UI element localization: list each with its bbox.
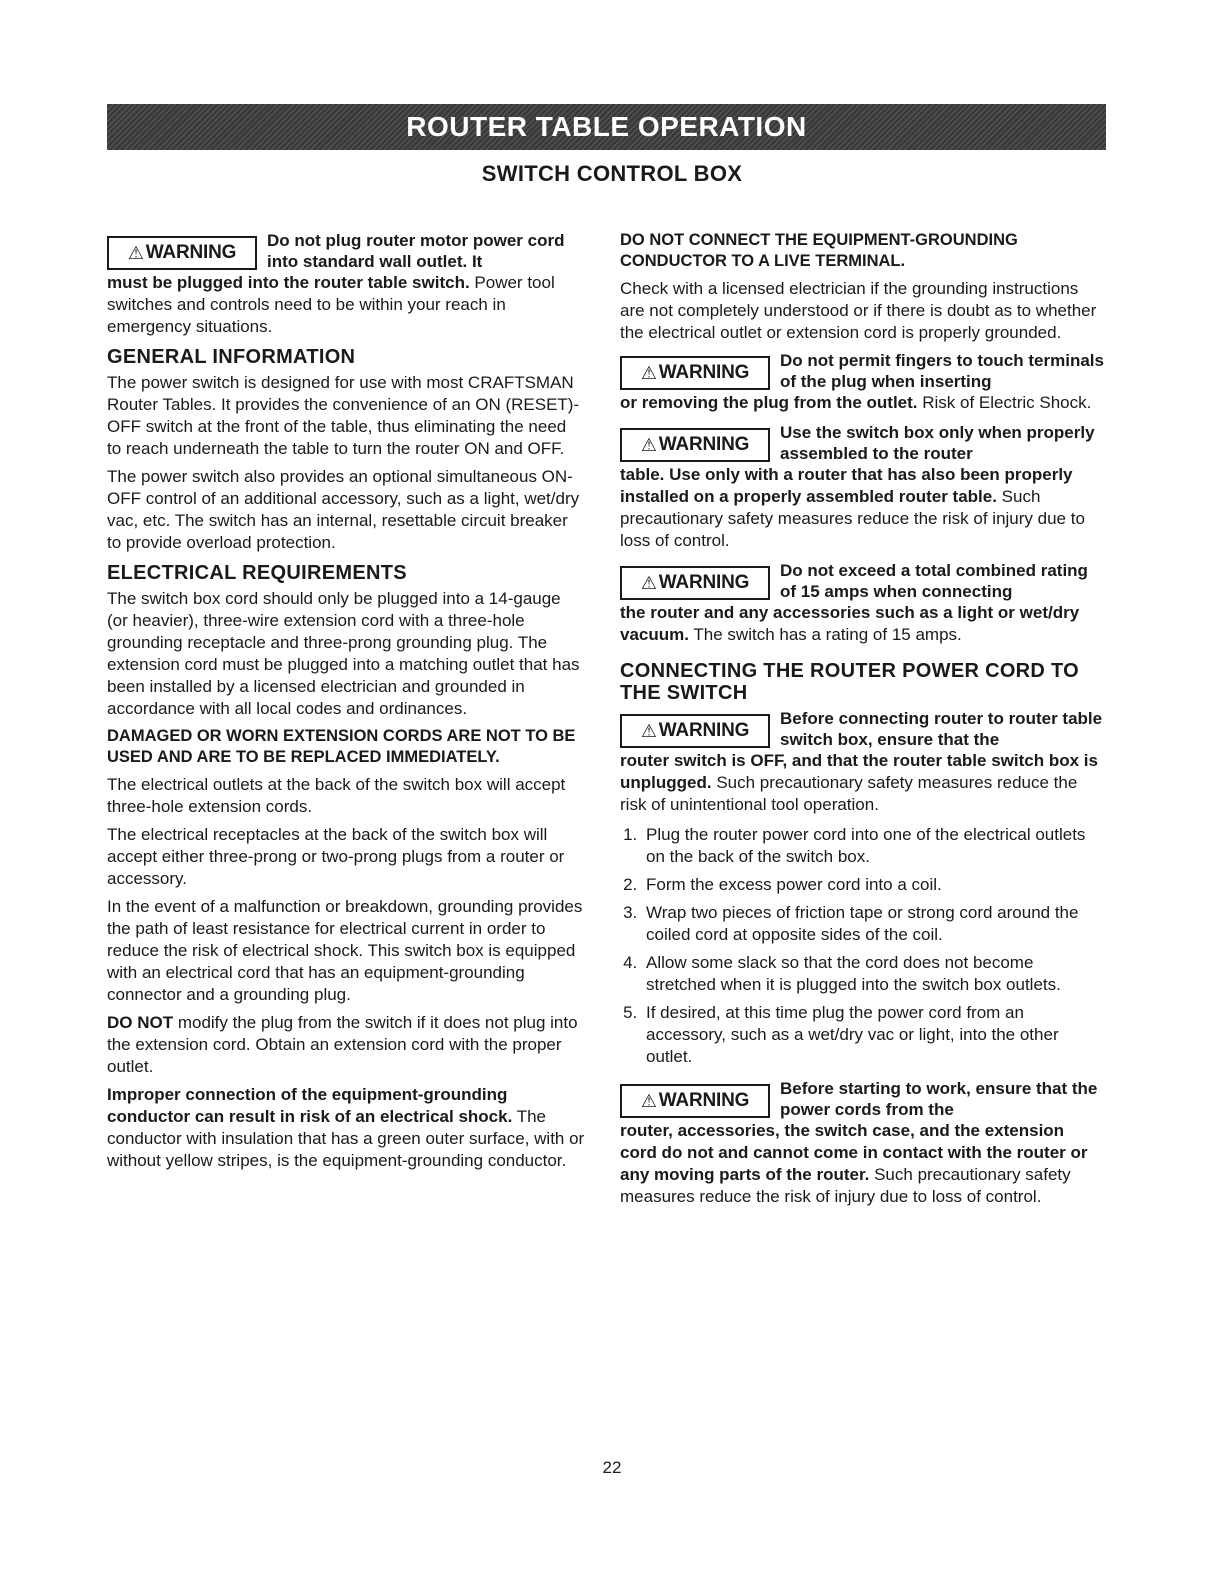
warning-badge — [620, 566, 770, 600]
list-item: 4. Allow some slack so that the cord does not become stretched when it is plugged into the switch box outlets. — [642, 952, 1105, 996]
warning-bold-text: or removing the plug from the outlet. — [620, 393, 918, 412]
warning-badge — [620, 714, 770, 748]
warning-label: WARNING — [658, 1090, 750, 1111]
section-banner — [107, 104, 1106, 150]
do-not-label: DO NOT — [107, 1013, 174, 1032]
right-column — [620, 230, 1105, 1216]
warning-lead: Do not plug router motor power cord into standard wall outlet. It — [267, 231, 565, 271]
grounding-paragraph: Check with a licensed electrician if the grounding instructions are not completely understood or if there is doubt as to whether the electrical outlet or extension cord is properly grounded. — [620, 279, 1097, 342]
do-not-text: modify the plug from the switch if it does not plug into the extension cord. Obtain an extension cord with the proper outlet. — [107, 1013, 578, 1076]
warning-bold-text: router, accessories, the switch case, and the extension cord do not and cannot come in contact with the router or any moving parts of the router. — [620, 1121, 1088, 1184]
warning-block — [620, 350, 1105, 414]
warning-lead: Before connecting router to router table switch box, ensure that the — [780, 709, 1103, 749]
warning-triangle-icon: ⚠ — [640, 721, 657, 741]
warning-triangle-icon: ⚠ — [640, 363, 657, 383]
page-number: 22 — [602, 1458, 622, 1477]
outlets-paragraph: The electrical outlets at the back of the switch box will accept three-hole extension cords. — [107, 775, 566, 816]
warning-lead: Do not exceed a total combined rating of 15 amps when connecting — [780, 561, 1088, 601]
general-paragraph: The power switch is designed for use with most CRAFTSMAN Router Tables. It provides the convenience of an ON (RESET)-OFF switch at the front of the table, thus eliminating the need to reach underneath the table to turn the router ON and OFF. — [107, 373, 580, 458]
warning-label: WARNING — [658, 720, 750, 741]
list-item: 1. Plug the router power cord into one of the electrical outlets on the back of the switch box. — [642, 824, 1105, 868]
warning-block — [620, 422, 1105, 552]
warning-block — [620, 708, 1105, 816]
warning-triangle-icon: ⚠ — [127, 243, 144, 263]
warning-badge — [620, 428, 770, 462]
grounding-heading: DO NOT CONNECT THE EQUIPMENT-GROUNDING CONDUCTOR TO A LIVE TERMINAL. — [620, 231, 1018, 270]
improper-connection-paragraph — [107, 1084, 585, 1172]
list-item: 3. Wrap two pieces of friction tape or strong cord around the coiled cord at opposite sides of the coil. — [642, 902, 1105, 946]
general-paragraph: The power switch also provides an optional simultaneous ON-OFF control of an additional accessory, such as a light, wet/dry vac, etc. The switch has an internal, resettable circuit breaker to provide overload protection. — [107, 467, 580, 552]
page-subtitle: SWITCH CONTROL BOX — [481, 161, 743, 186]
warning-badge — [620, 1084, 770, 1118]
warning-bold-text: the router and any accessories such as a light or wet/dry vacuum. — [620, 603, 1080, 644]
banner-title: ROUTER TABLE OPERATION — [406, 111, 807, 142]
warning-body-text: Power tool switches and controls need to be within your reach in emergency situations. — [107, 273, 555, 336]
warning-triangle-icon: ⚠ — [640, 573, 657, 593]
warning-badge — [620, 356, 770, 390]
general-information-heading: GENERAL INFORMATION — [107, 346, 356, 368]
warning-badge — [107, 236, 257, 270]
warning-label: WARNING — [658, 572, 750, 593]
electrical-requirements-heading: ELECTRICAL REQUIREMENTS — [107, 562, 407, 584]
list-item: 2. Form the excess power cord into a coil. — [642, 874, 1105, 896]
left-column — [107, 230, 585, 1178]
malfunction-paragraph: In the event of a malfunction or breakdown, grounding provides the path of least resistance for electrical current in order to reduce the risk of electrical shock. This switch box is equipped with an electrical cord that has an equipment-grounding connector and a grounding plug. — [107, 897, 583, 1004]
warning-body-text: The switch has a rating of 15 amps. — [688, 625, 962, 644]
warning-body-text: Such precautionary safety measures reduce the risk of injury due to loss of control. — [620, 487, 1085, 550]
warning-lead: Use the switch box only when properly assembled to the router — [780, 423, 1095, 463]
warning-block — [620, 1078, 1105, 1208]
warning-lead: Before starting to work, ensure that the power cords from the — [780, 1079, 1098, 1119]
do-not-modify-paragraph — [107, 1012, 585, 1078]
warning-lead: Do not permit fingers to touch terminals of the plug when inserting — [780, 351, 1104, 391]
improper-text: The conductor with insulation that has a green outer surface, with or without yellow stripes, is the equipment-grounding conductor. — [107, 1107, 585, 1170]
list-item: 5. If desired, at this time plug the power cord from an accessory, such as a wet/dry vac or light, into the other outlet. — [642, 1002, 1105, 1068]
receptacles-paragraph: The electrical receptacles at the back of the switch box will accept either three-prong or two-prong plugs from a router or accessory. — [107, 825, 565, 888]
warning-label: WARNING — [658, 434, 750, 455]
electrical-paragraph: The switch box cord should only be plugged into a 14-gauge (or heavier), three-wire extension cord with a three-hole grounding receptacle and three-prong grounding plug. The extension cord must be plugged into a matching outlet that has been installed by a licensed electrician and grounded in accordance with all local codes and ordinances. — [107, 589, 580, 718]
steps-list — [620, 824, 1105, 1068]
warning-block — [107, 230, 585, 338]
warning-body-text: Such precautionary safety measures reduce the risk of unintentional tool operation. — [620, 773, 1078, 814]
warning-triangle-icon: ⚠ — [640, 435, 657, 455]
warning-bold-text: router switch is OFF, and that the router table switch box is unplugged. — [620, 751, 1098, 792]
improper-bold-text: Improper connection of the equipment-grounding conductor can result in risk of an electrical shock. — [107, 1085, 513, 1126]
warning-block — [620, 560, 1105, 646]
warning-triangle-icon: ⚠ — [640, 1091, 657, 1111]
warning-bold-text: table. Use only with a router that has also been properly installed on a properly assembled router table. — [620, 465, 1073, 506]
connecting-heading: CONNECTING THE ROUTER POWER CORD TO THE SWITCH — [620, 660, 1080, 704]
warning-bold-text: must be plugged into the router table switch. — [107, 273, 470, 292]
warning-label: WARNING — [658, 362, 750, 383]
damaged-cords-heading: DAMAGED OR WORN EXTENSION CORDS ARE NOT TO BE USED AND ARE TO BE REPLACED IMMEDIATELY. — [107, 727, 576, 766]
warning-label: WARNING — [145, 242, 237, 263]
warning-body-text: Risk of Electric Shock. — [917, 393, 1092, 412]
warning-body-text: Such precautionary safety measures reduce the risk of injury due to loss of control. — [620, 1165, 1071, 1206]
